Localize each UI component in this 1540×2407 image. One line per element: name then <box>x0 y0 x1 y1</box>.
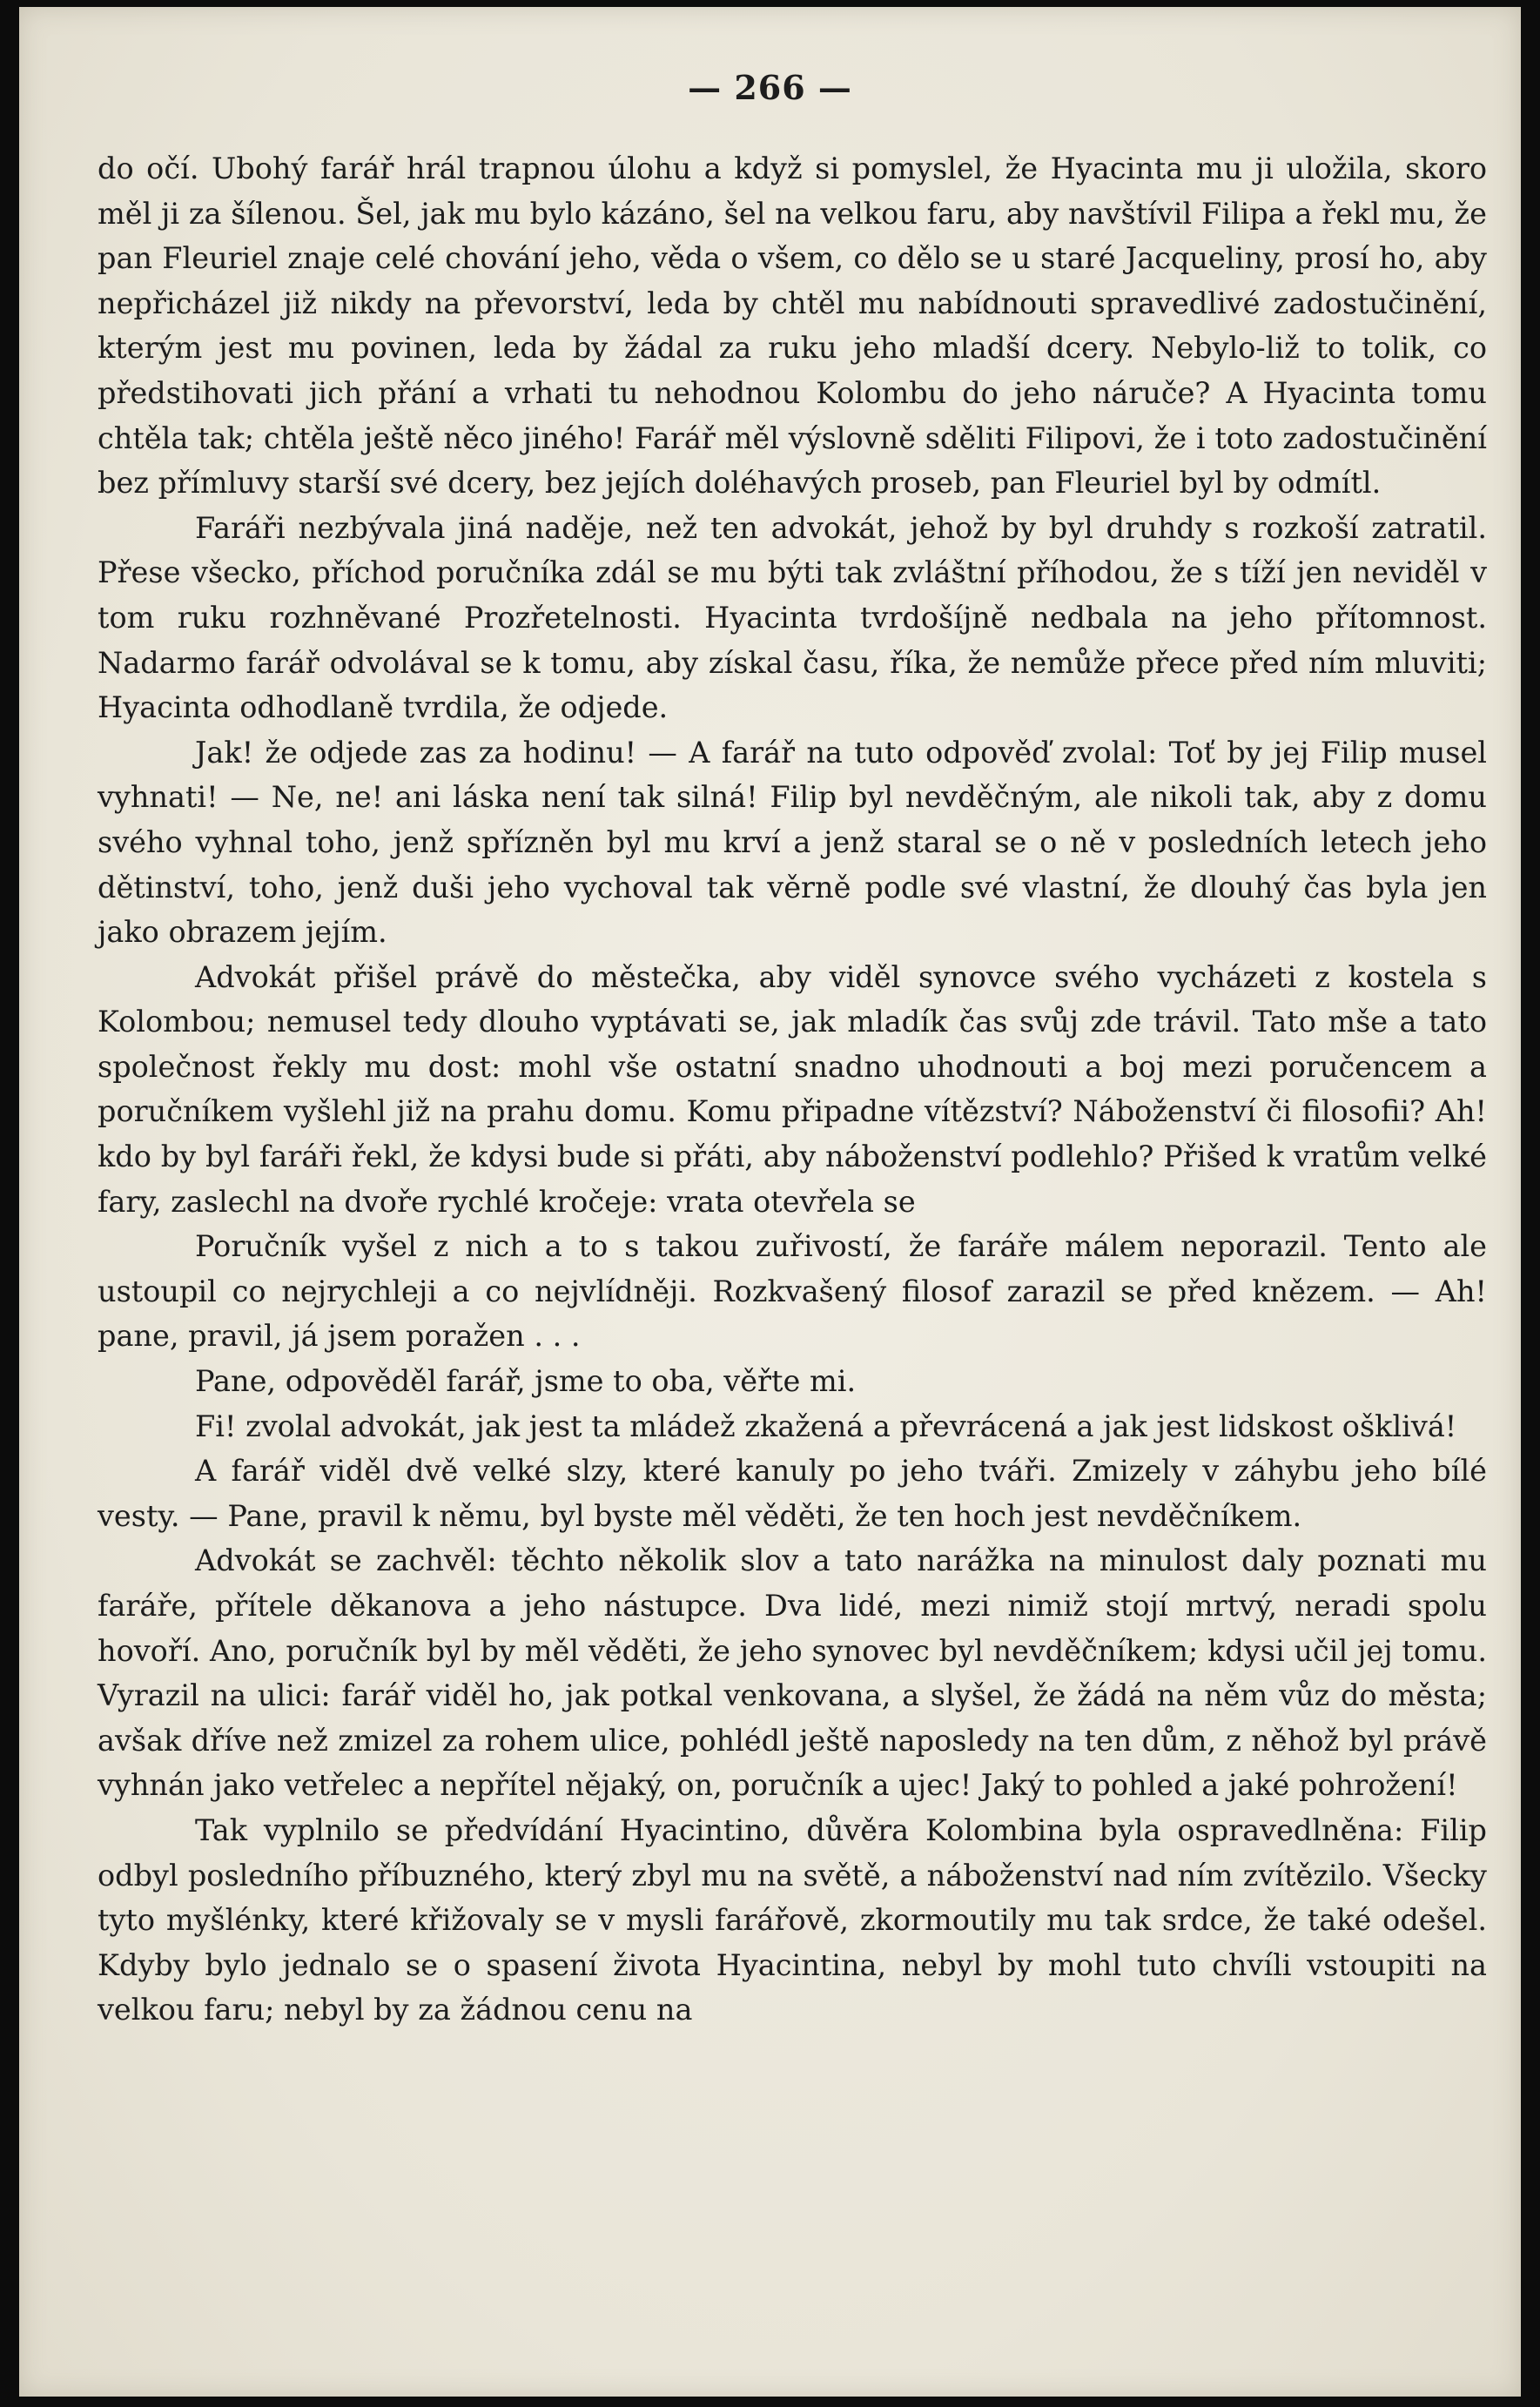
paragraph-10: Tak vyplnilo se předvídání Hyacintino, důvěra Kolombina byla ospravedlněna: Filip odbyl posledního příbuzného, který zbyl mu na světě, a náboženství nad ním zvítězilo. Všecky tyto myšlénky, které křižovaly se v mysli farářově, zkormoutily mu tak srdce, že také odešel. Kdyby bylo jednalo se o spasení života Hyacintina, nebyl by mohl tuto chvíli vstoupiti na velkou faru; nebyl by za žádnou cenu na <box>98 1812 1487 2027</box>
body-text <box>98 146 1487 2033</box>
paragraph-8: A farář viděl dvě velké slzy, které kanuly po jeho tváři. Zmizely v záhybu jeho bílé vesty. — Pane, pravil k němu, byl byste měl věděti, že ten hoch jest nevděčníkem. <box>98 1454 1487 1533</box>
paragraph-5: Poručník vyšel z nich a to s takou zuřivostí, že faráře málem neporazil. Tento ale ustoupil co nejrychleji a co nejvlídněji. Rozkvašený filosof zarazil se před knězem. — Ah! pane, pravil, já jsem poražen . . . <box>98 1229 1487 1354</box>
page-number: — 266 — <box>688 68 852 107</box>
paragraph-1: do očí. Ubohý farář hrál trapnou úlohu a když si pomyslel, že Hyacinta mu ji uložila, skoro měl ji za šílenou. Šel, jak mu bylo kázáno, šel na velkou faru, aby navštívil Filipa a řekl mu, že pan Fleuriel znaje celé chování jeho, věda o všem, co dělo se u staré Jacqueliny, prosí ho, aby nepřicházel již nikdy na převorství, leda by chtěl mu nabídnouti spravedlivé zadostučinění, kterým jest mu povinen, leda by žádal za ruku jeho mladší dcery. Nebylo-liž to tolik, co předstihovati jich přání a vrhati tu nehodnou Kolombu do jeho náruče? A Hyacinta tomu chtěla tak; chtěla ještě něco jiného! Farář měl výslovně sděliti Filipovi, že i toto zadostučinění bez přímluvy starší své dcery, bez jejích doléhavých proseb, pan Fleuriel byl by odmítl. <box>98 151 1487 501</box>
paragraph-7: Fi! zvolal advokát, jak jest ta mládež zkažená a převrácená a jak jest lidskost ošklivá! <box>195 1409 1457 1443</box>
paragraph-9: Advokát se zachvěl: těchto několik slov a tato narážka na minulost daly poznati mu faráře, přítele děkanova a jeho nástupce. Dva lidé, mezi nimiž stojí mrtvý, neradi spolu hovoří. Ano, poručník byl by měl věděti, že jeho synovec byl nevděčníkem; kdysi učil jej tomu. Vyrazil na ulici: farář viděl ho, jak potkal venkovana, a slyšel, že žádá na něm vůz do města; avšak dříve než zmizel za rohem ulice, pohlédl ještě naposledy na ten dům, z něhož byl právě vyhnán jako vetřelec a nepřítel nějaký, on, poručník a ujec! Jaký to pohled a jaké pohrožení! <box>98 1543 1487 1803</box>
paragraph-6: Pane, odpověděl farář, jsme to oba, věřte mi. <box>195 1364 857 1399</box>
paragraph-2: Faráři nezbývala jiná naděje, než ten advokát, jehož by byl druhdy s rozkoší zatratil. Přese všecko, příchod poručníka zdál se mu býti tak zvláštní příhodou, že s tíží jen neviděl v tom ruku rozhněvané Prozřetelnosti. Hyacinta tvrdošíjně nedbala na jeho přítomnost. Nadarmo farář odvolával se k tomu, aby získal času, říka, že nemůže přece před ním mluviti; Hyacinta odhodlaně tvrdila, že odjede. <box>98 510 1487 725</box>
paragraph-4: Advokát přišel právě do městečka, aby viděl synovce svého vycházeti z kostela s Kolombou; nemusel tedy dlouho vyptávati se, jak mladík čas svůj zde trávil. Tato mše a tato společnost řekly mu dost: mohl vše ostatní snadno uhodnouti a boj mezi poručencem a poručníkem vyšlehl již na prahu domu. Komu připadne vítězství? Náboženství či filosofii? Ah! kdo by byl faráři řekl, že kdysi bude si přáti, aby náboženství podlehlo? Přišed k vratům velké fary, zaslechl na dvoře rychlé kročeje: vrata otevřela se <box>98 959 1487 1219</box>
paragraph-3: Jak! že odjede zas za hodinu! — A farář na tuto odpověď zvolal: Toť by jej Filip musel vyhnati! — Ne, ne! ani láska není tak silná! Filip byl nevděčným, ale nikoli tak, aby z domu svého vyhnal toho, jenž spřízněn byl mu krví a jenž staral se o ně v posledních letech jeho dětinství, toho, jenž duši jeho vychoval tak věrně podle své vlastní, že dlouhý čas byla jen jako obrazem jejím. <box>98 735 1487 950</box>
